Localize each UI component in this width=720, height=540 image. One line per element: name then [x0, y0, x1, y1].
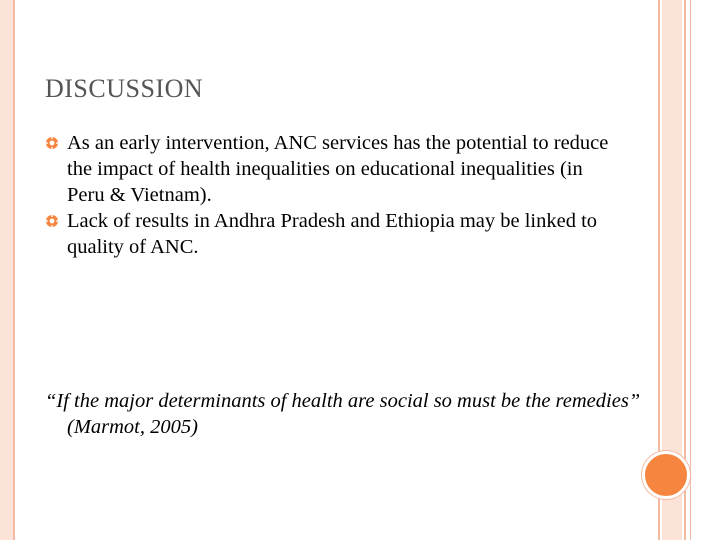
bullet-item	[45, 208, 615, 260]
left-border-line	[13, 0, 15, 540]
bullet-list	[45, 130, 615, 260]
left-border-strip	[0, 0, 13, 540]
gear-bullet-icon	[45, 136, 59, 150]
right-border-line-edge	[690, 0, 691, 540]
gear-bullet-icon	[45, 214, 59, 228]
bullet-text: As an early intervention, ANC services has the potential to reduce the impact of health inequalities on educational inequalities (in Peru & Vietnam).	[67, 132, 609, 206]
quote-text: “If the major determinants of health are social so must be the remedies” (Marmot, 2005)	[45, 390, 641, 438]
bullet-item	[45, 130, 615, 208]
slide-title: DISCUSSION	[45, 74, 204, 103]
bullet-text: Lack of results in Andhra Pradesh and Ethiopia may be linked to quality of ANC.	[67, 210, 598, 258]
decorative-circle	[642, 451, 690, 499]
